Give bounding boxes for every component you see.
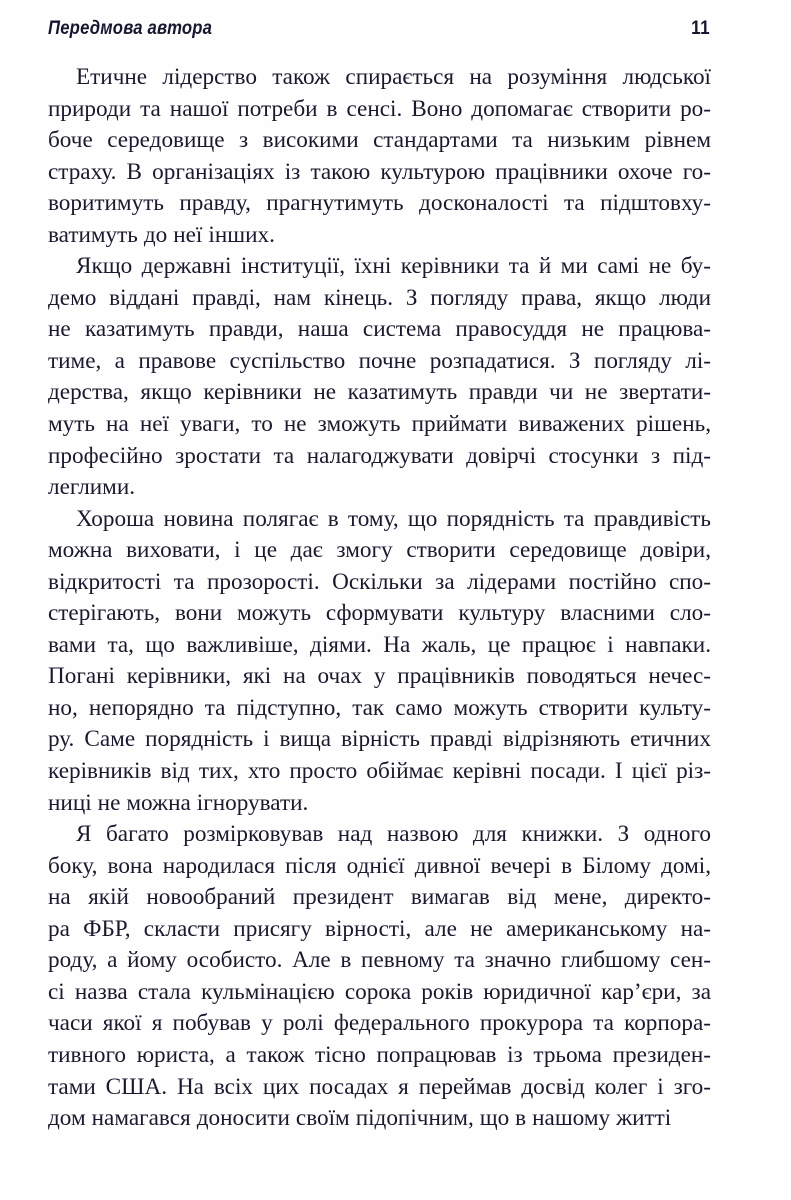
text-line: но, непорядно та підступно, так само можуть створити культу-	[48, 694, 711, 721]
text-line: леглими.	[48, 474, 136, 501]
text-line: можна виховати, і це дає змогу створити середовище довіри,	[48, 537, 711, 564]
text-line: Хороша новина полягає в тому, що порядність та правдивість	[76, 505, 711, 532]
text-line: воритимуть правду, прагнутимуть досконалості та підштовху-	[48, 190, 711, 217]
text-line: часи якої я побував у ролі федерального прокурора та корпора-	[48, 1010, 711, 1037]
text-line: на якій новообраний президент вимагав від мене, директо-	[48, 884, 711, 911]
paragraph-4	[48, 819, 711, 1134]
paragraph-2	[48, 251, 711, 503]
running-head	[48, 18, 710, 48]
text-line: не казатимуть правди, наша система правосуддя не працюва-	[48, 316, 711, 343]
text-line: природи та нашої потреби в сенсі. Воно допомагає створити ро-	[48, 95, 711, 122]
text-line: відкритості та прозорості. Оскільки за лідерами постійно спо-	[48, 568, 711, 595]
text-line: Я багато розмірковував над назвою для книжки. З одного	[76, 821, 711, 848]
text-line: сі назва стала кульмінацією сорока років юридичної кар’єри, за	[48, 978, 711, 1005]
text-line: дом намагався доносити своїм підопічним, що в нашому житті	[48, 1105, 672, 1132]
text-line: боче середовище з високими стандартами та низьким рівнем	[48, 127, 711, 154]
paragraph-1	[48, 62, 711, 251]
text-line: ра ФБР, скласти присягу вірності, але не американському на-	[48, 915, 711, 942]
text-line: тиме, а правове суспільство почне розпадатися. З погляду лі-	[48, 347, 711, 374]
text-line: роду, а йому особисто. Але в певному та значно глибшому сен-	[48, 947, 711, 974]
text-line: ру. Саме порядність і вища вірність правді відрізняють етичних	[48, 726, 711, 753]
text-line: Погані керівники, які на очах у працівників поводяться нечес-	[48, 663, 711, 690]
text-line: керівників від тих, хто просто обіймає керівні посади. І цієї різ-	[48, 758, 711, 785]
text-line: муть на неї уваги, то не зможуть приймати виважених рішень,	[48, 411, 711, 438]
page-number: 11	[691, 18, 710, 39]
text-line: демо віддані правді, нам кінець. З погляду права, якщо люди	[48, 284, 711, 311]
text-line: тивного юриста, а також тісно попрацював із трьома президен-	[48, 1041, 711, 1068]
text-line: Етичне лідерство також спирається на розуміння людської	[76, 64, 711, 90]
text-line: дерства, якщо керівники не казатимуть правди чи не звертати-	[48, 379, 711, 406]
text-line: боку, вона народилася після однієї дивної вечері в Білому домі,	[48, 852, 711, 879]
text-line: професійно зростати та налагоджувати довірчі стосунки з під-	[48, 442, 711, 469]
paragraph-3	[48, 504, 711, 819]
running-head-title: Передмова автора	[48, 18, 213, 39]
text-line: страху. В організаціях із такою культурою працівники охоче го-	[48, 158, 711, 185]
text-line: стерігають, вони можуть сформувати культуру власними сло-	[48, 600, 711, 627]
text-line: ниці не можна ігнорувати.	[48, 789, 309, 816]
text-line: вами та, що важливіше, діями. На жаль, це працює і навпаки.	[48, 631, 711, 658]
text-line: тами США. На всіх цих посадах я переймав досвід колег і зго-	[48, 1073, 711, 1100]
text-line: Якщо державні інституції, їхні керівники та й ми самі не бу-	[76, 253, 711, 280]
body-text-block	[48, 62, 711, 1135]
text-line: ватимуть до неї інших.	[48, 221, 275, 248]
